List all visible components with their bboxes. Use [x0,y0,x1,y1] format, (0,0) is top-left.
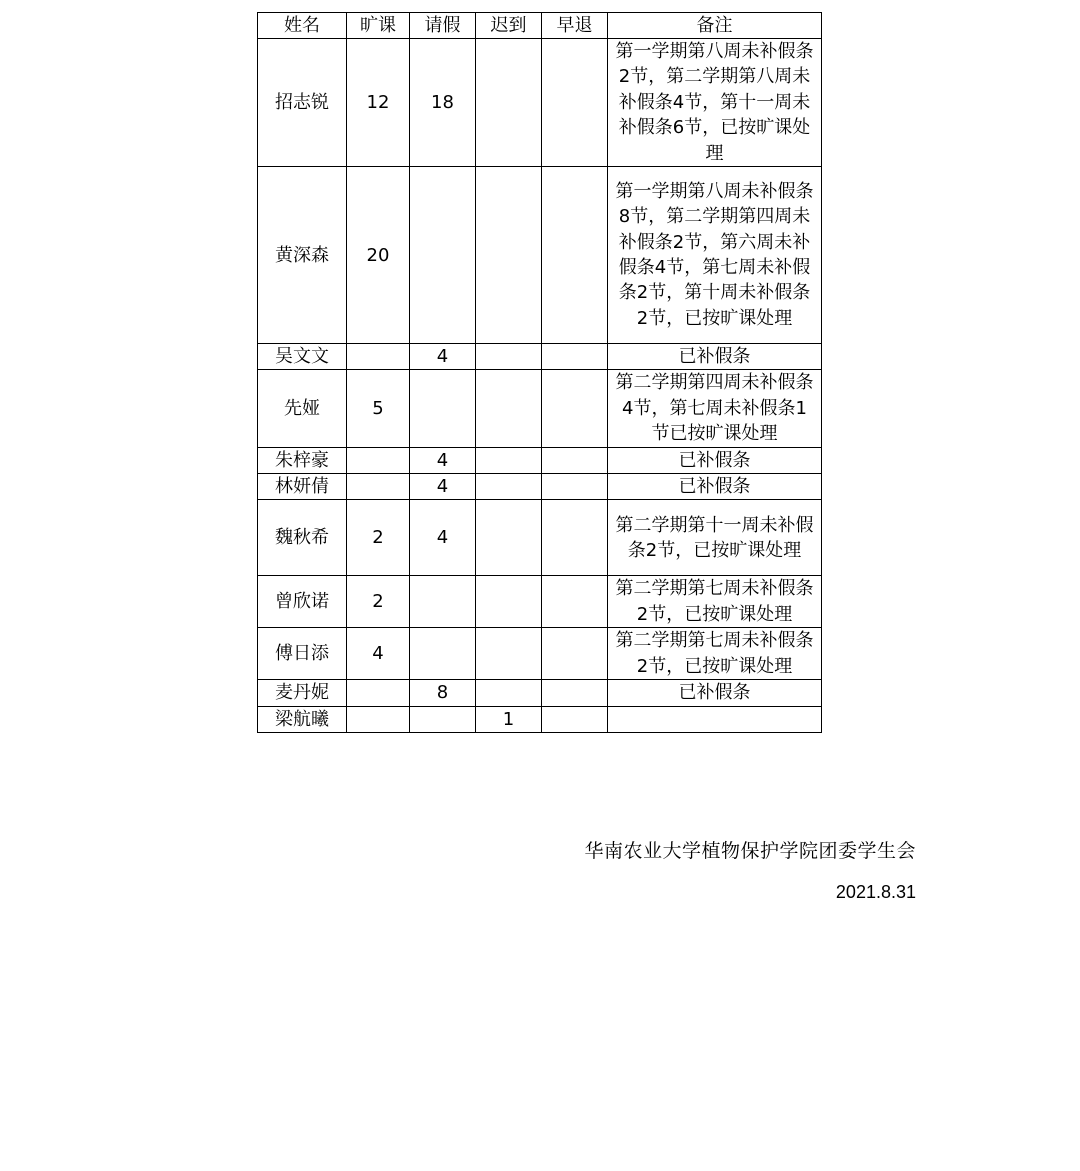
cell-absent: 2 [347,576,410,628]
cell-leave: 4 [410,474,476,500]
cell-absent [347,706,410,732]
organization-signature: 华南农业大学植物保护学院团委学生会 [584,840,916,862]
cell-leave [410,576,476,628]
cell-early [542,344,608,370]
cell-name: 吴文文 [258,344,347,370]
cell-absent [347,680,410,706]
cell-name: 招志锐 [258,39,347,167]
cell-late [476,447,542,473]
cell-early [542,39,608,167]
cell-late [476,167,542,344]
cell-note: 已补假条 [608,344,822,370]
table-row [258,576,822,628]
cell-name: 曾欣诺 [258,576,347,628]
cell-leave: 8 [410,680,476,706]
table-row [258,447,822,473]
cell-name: 傅日添 [258,628,347,680]
cell-note: 第一学期第八周未补假条2节，第二学期第八周未补假条4节，第十一周未补假条6节，已按旷课处理 [608,39,822,167]
cell-note: 第二学期第十一周未补假条2节，已按旷课处理 [608,500,822,576]
cell-leave [410,628,476,680]
table-row [258,628,822,680]
table-row [258,344,822,370]
cell-absent: 20 [347,167,410,344]
cell-absent [347,447,410,473]
cell-note: 已补假条 [608,680,822,706]
header-absent: 旷课 [347,13,410,39]
cell-note [608,706,822,732]
cell-note: 第一学期第八周未补假条8节，第二学期第四周未补假条2节，第六周未补假条4节，第七周未补假条2节，第十周未补假条2节，已按旷课处理 [608,167,822,344]
table-row [258,474,822,500]
cell-leave [410,706,476,732]
cell-late [476,474,542,500]
cell-late [476,628,542,680]
cell-leave [410,167,476,344]
header-early: 早退 [542,13,608,39]
cell-early [542,500,608,576]
cell-absent [347,474,410,500]
cell-absent: 2 [347,500,410,576]
cell-late [476,576,542,628]
cell-early [542,576,608,628]
cell-late: 1 [476,706,542,732]
cell-absent: 5 [347,370,410,447]
header-late: 迟到 [476,13,542,39]
cell-early [542,370,608,447]
cell-name: 朱梓豪 [258,447,347,473]
cell-leave: 4 [410,500,476,576]
table-row [258,370,822,447]
cell-name: 魏秋希 [258,500,347,576]
cell-early [542,628,608,680]
table-row [258,500,822,576]
cell-late [476,370,542,447]
header-note: 备注 [608,13,822,39]
cell-early [542,447,608,473]
cell-name: 林妍倩 [258,474,347,500]
cell-name: 黄深森 [258,167,347,344]
cell-absent: 4 [347,628,410,680]
cell-absent [347,344,410,370]
cell-early [542,706,608,732]
cell-early [542,167,608,344]
table-header-row [258,13,822,39]
cell-leave: 4 [410,447,476,473]
cell-late [476,39,542,167]
cell-note: 第二学期第四周未补假条4节，第七周未补假条1节已按旷课处理 [608,370,822,447]
cell-name: 先娅 [258,370,347,447]
cell-leave: 4 [410,344,476,370]
cell-name: 麦丹妮 [258,680,347,706]
header-name: 姓名 [258,13,347,39]
cell-leave [410,370,476,447]
table-row [258,39,822,167]
table-row [258,706,822,732]
cell-note: 已补假条 [608,474,822,500]
cell-early [542,680,608,706]
cell-late [476,680,542,706]
table-row [258,680,822,706]
table-row [258,167,822,344]
cell-note: 已补假条 [608,447,822,473]
cell-early [542,474,608,500]
cell-note: 第二学期第七周未补假条2节，已按旷课处理 [608,628,822,680]
cell-late [476,344,542,370]
cell-leave: 18 [410,39,476,167]
attendance-table [257,12,822,733]
cell-absent: 12 [347,39,410,167]
cell-late [476,500,542,576]
document-date: 2021.8.31 [835,882,916,902]
header-leave: 请假 [410,13,476,39]
cell-name: 梁航曦 [258,706,347,732]
cell-note: 第二学期第七周未补假条2节，已按旷课处理 [608,576,822,628]
